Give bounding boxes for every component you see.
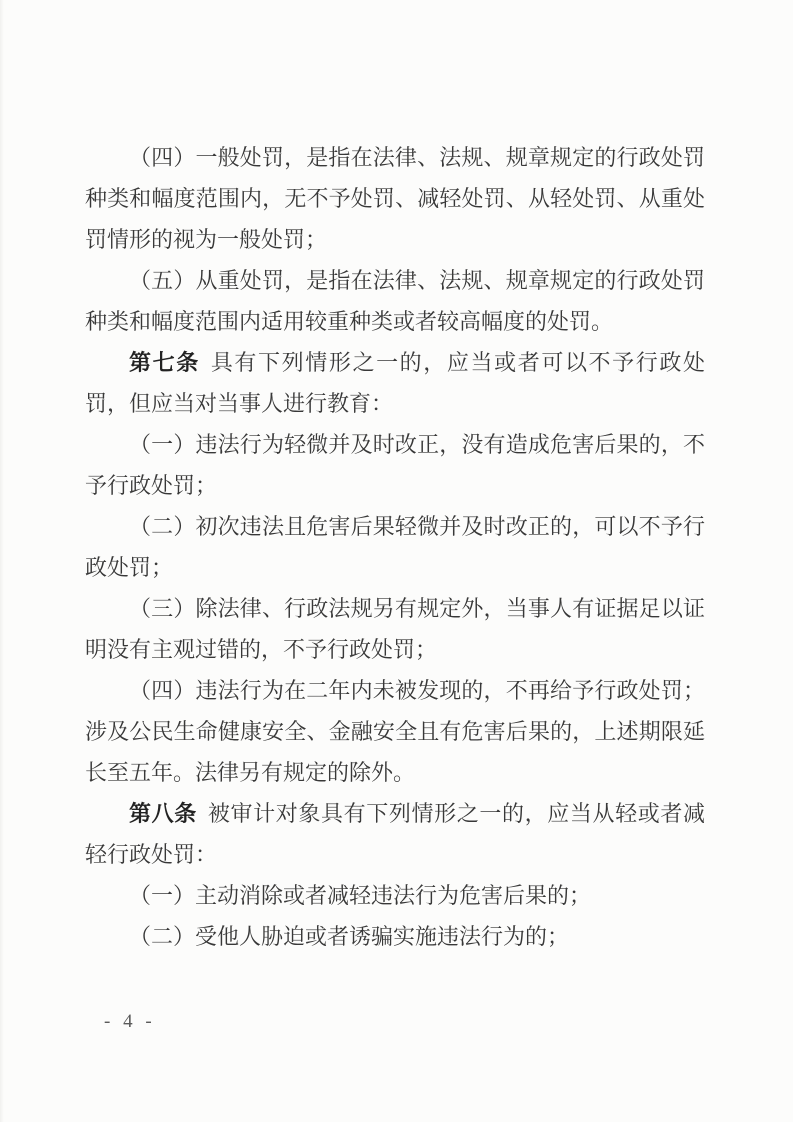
paragraph-article-8-item-1: （一）主动消除或者减轻违法行为危害后果的； — [129, 883, 592, 908]
paragraph-article-7-item-3: （三）除法律、行政法规另有规定外，当事人有证据足以证明没有主观过错的，不予行政处罚； — [85, 596, 705, 662]
paragraph-item-5-heavier-penalty: （五）从重处罚，是指在法律、法规、规章规定的行政处罚种类和幅度范围内适用较重种类或者较高幅度的处罚。 — [85, 268, 705, 334]
paragraph-article-7-item-2: （二）初次违法且危害后果轻微并及时改正的，可以不予行政处罚； — [85, 514, 705, 580]
paragraph-article-8-item-2: （二）受他人胁迫或者诱骗实施违法行为的； — [129, 924, 570, 949]
paragraph-article-7-item-1: （一）违法行为轻微并及时改正，没有造成危害后果的，不予行政处罚； — [85, 432, 705, 498]
paragraph-article-7 — [85, 342, 705, 424]
document-text-block — [85, 137, 705, 957]
article-8-label: 第八条 — [129, 801, 197, 826]
article-7-text: 具有下列情形之一的，应当或者可以不予行政处罚，但应当对当事人进行教育： — [85, 350, 705, 416]
paragraph-article-7-item-4: （四）违法行为在二年内未被发现的，不再给予行政处罚；涉及公民生命健康安全、金融安全且有危害后果的，上述期限延长至五年。法律另有规定的除外。 — [85, 678, 705, 785]
article-7-label: 第七条 — [129, 350, 200, 375]
article-8-text: 被审计对象具有下列情形之一的，应当从轻或者减轻行政处罚： — [85, 801, 705, 867]
page-number: - 4 - — [104, 1011, 156, 1032]
paragraph-item-4-general-penalty: （四）一般处罚，是指在法律、法规、规章规定的行政处罚种类和幅度范围内，无不予处罚、减轻处罚、从轻处罚、从重处罚情形的视为一般处罚； — [85, 145, 705, 252]
paragraph-article-8 — [85, 793, 705, 875]
